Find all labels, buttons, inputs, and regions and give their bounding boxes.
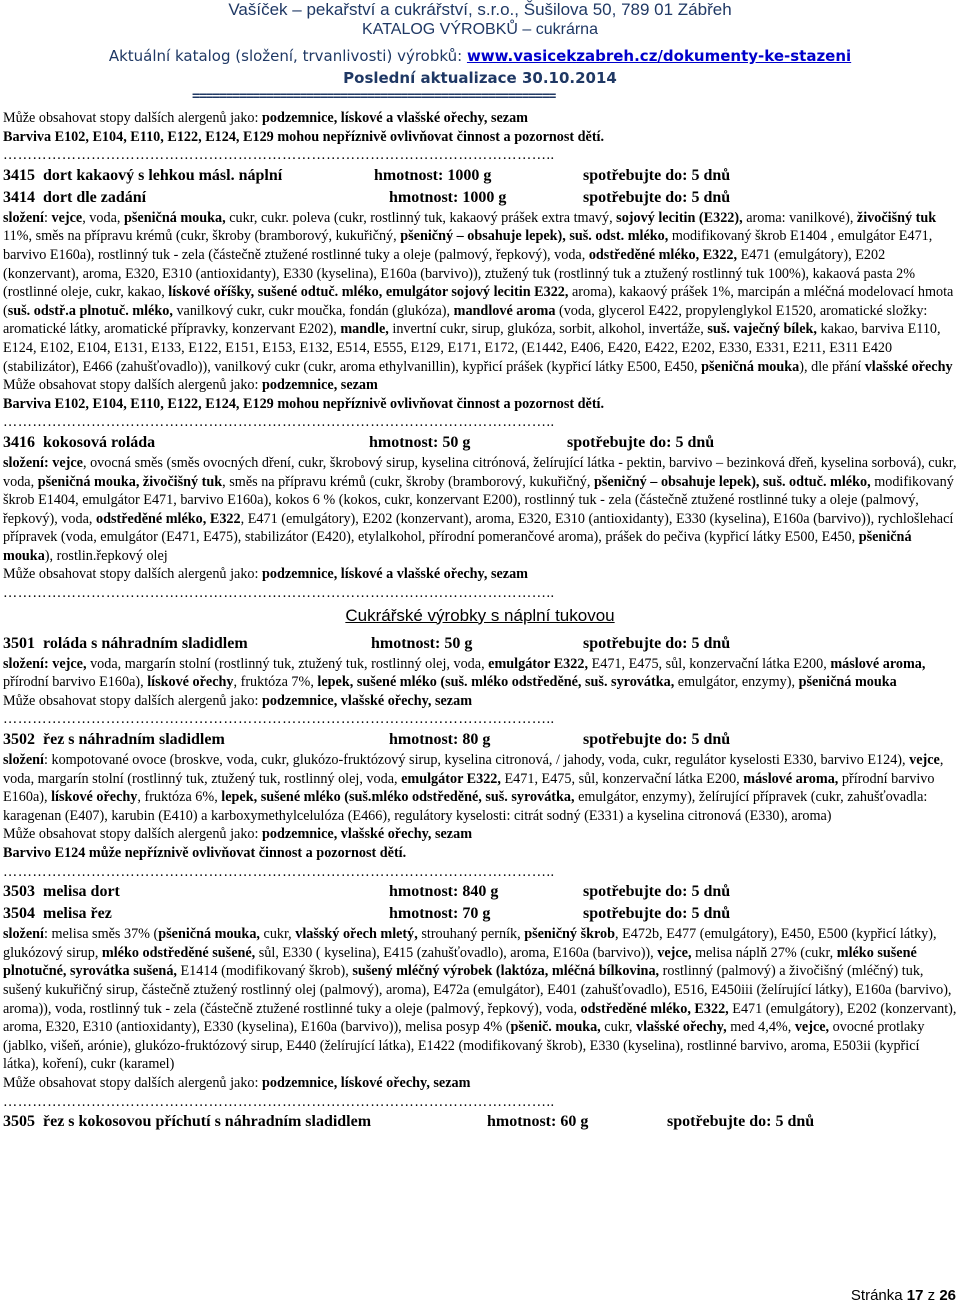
section-title: Cukrářské výrobky s náplní tukovou (345, 605, 615, 625)
product-3501-composition: složení: vejce, voda, margarín stolní (rostlinný tuk, ztužený tuk, rostlinný olej, voda, emulgátor E322, E471, E475, sůl, konzervační látka E200, máslové aroma, přírodní barvivo E160a), lískové ořechy, fruktóza 7%, lepek, sušené mléko (suš. mléko odstředěné, suš. syrovátka, emulgátor, enzymy), pšeničná mouka (3, 655, 926, 691)
catalog-title: KATALOG VÝROBKŮ – cukrárna (362, 21, 598, 38)
catalog-note-text: Aktuální katalog (složení, trvanlivosti) výrobků: (108, 47, 467, 65)
product-3502-composition: složení: kompotované ovoce (broskve, voda, cukr, glukózo-fruktózový sirup, kyselina citronová, / jahody, voda, cukr, regulátor kyselosti E330, barvivo E124), vejce, voda, margarín stolní (rostlinný tuk, ztužený tuk, rostlinný olej, voda, emulgátor E322, E471, E475, sůl, konzervační látka E200, máslové aroma, přírodní barvivo E160a), lískové ořechy, fruktóza 6%, lepek, sušené mléko (suš.mléko odstředěné, suš. syrovátka, emulgátor, enzymy), želírující přípravek (cukr, zahušťovadla: karagenan (E407), karubin (E410) a karboxymethylcelulóza (E466), regulátory kyselosti: citrát sodný (E331) a kyselina citronová (E330), aroma) (3, 752, 944, 824)
page-number: Stránka 17 z 26 (850, 1287, 956, 1304)
product-3414-composition: složení: vejce, voda, pšeničná mouka, cukr, cukr. poleva (cukr, rostlinný tuk, kakaový prášek extra tmavý, sojový lecitin (E322), aroma: vanilkové), živočišný tuk 11%, směs na přípravu krémů (cukr, škroby (bramborový, kukuřičný, pšeničný – obsahuje lepek), suš. odst. mléko, modifikovaný škrob E1404 , emulgátor E471, barvivo E160a), rostlinný tuk - zela (částečně ztužené rostlinné tuky a oleje (palmový, řepkový), voda, odstředěné mléko, E322, E471 (emulgátory), E202 (konzervant), aroma, E320, E310 (antioxidanty), E330 (kyselina), E160a (barvivo)), ztužený tuk (rostlinný tuk a ztužený rostlinný tuk 100%), kakaová pasta 2% (rostlinné oleje, cukr, kakao, lískové oříšky, sušené odtuč. mléko, emulgátor sojový lecitin E322, aroma), kakaový prášek 1%, marcipán a mléčná modelovací hmota (suš. odstř.a plnotuč. mléko, vanilkový cukr, cukr moučka, fondán (glukóza), mandlové aroma (voda, glycerol E422, propylenglykol E1520, aromatické složky: aromatické látky, aromatické přípravky, konzervant E202), mandle, invertní cukr, sirup, glukóza, sorbit, alkohol, invertáže, suš. vaječný bílek, kakao, barviva E110, E124, E102, E104, E131, E133, E122, E151, E153, E132, E514, E555, E129, E171, E172, (E1442, E406, E420, E422, E202, E330, E331, E211, E311 E420 (stabilizátor), E466 (zahušťovadlo)), vanilkový cukr (cukr, aroma ethylvanillin), kypřicí prášek (kypřicí látky E500, E450, pšeničná mouka), dle přání vlašské ořechy (3, 209, 954, 375)
last-update: Poslední aktualizace 30.10.2014 (343, 69, 617, 87)
product-3415-header: 3415 dort kakaový s lehkou másl. náplní hmotnost: 1000 g spotřebujte do: 5 dnů (3, 166, 731, 184)
product-3501-allergens: Může obsahovat stopy dalších alergenů jako: podzemnice, vlašské ořechy, sezam (3, 692, 473, 709)
product-3502-header: 3502 řez s náhradním sladidlem hmotnost: 80 g spotřebujte do: 5 dnů (3, 731, 731, 749)
product-3504-allergens: Může obsahovat stopy dalších alergenů jako: podzemnice, lískové ořechy, sezam (3, 1074, 471, 1091)
product-3414-warning: Barviva E102, E104, E110, E122, E124, E129 mohou nepříznivě ovlivňovat činnost a pozornost dětí. (3, 395, 605, 412)
dotted-separator: ………………………………………………………………………………………………….. (3, 147, 555, 164)
company-header: Vašíček – pekařství a cukrářství, s.r.o., Šušilova 50, 789 01 Zábřeh (228, 0, 732, 19)
product-3503-header: 3503 melisa dort hmotnost: 840 g spotřebujte do: 5 dnů (3, 883, 731, 901)
allergen-note: Může obsahovat stopy dalších alergenů jako: podzemnice, lískové a vlašské ořechy, sezam (3, 110, 528, 126)
product-3504-header: 3504 melisa řez hmotnost: 70 g spotřebujte do: 5 dnů (3, 905, 731, 923)
product-3505-header: 3505 řez s kokosovou příchutí s náhradním sladidlem hmotnost: 60 g spotřebujte do: 5 dnů (3, 1113, 815, 1131)
dotted-separator: ………………………………………………………………………………………………….. (3, 585, 555, 602)
catalog-note (0, 46, 960, 66)
dotted-separator: ………………………………………………………………………………………………….. (3, 711, 555, 728)
dotted-separator: ………………………………………………………………………………………………….. (3, 414, 555, 431)
product-3416-header: 3416 kokosová roláda hmotnost: 50 g spotřebujte do: 5 dnů (3, 433, 715, 451)
product-3502-allergens: Může obsahovat stopy dalších alergenů jako: podzemnice, vlašské ořechy, sezam (3, 826, 473, 843)
dotted-separator: ………………………………………………………………………………………………….. (3, 863, 555, 880)
catalog-url-link[interactable]: www.vasicekzabreh.cz/dokumenty-ke-stazeni (466, 47, 852, 65)
dotted-separator: ………………………………………………………………………………………………….. (3, 1093, 555, 1110)
product-3416-allergens: Může obsahovat stopy dalších alergenů jako: podzemnice, lískové a vlašské ořechy, sezam (3, 566, 528, 583)
product-3501-header: 3501 roláda s náhradním sladidlem hmotnost: 50 g spotřebujte do: 5 dnů (3, 634, 731, 652)
product-3414-header: 3414 dort dle zadání hmotnost: 1000 g spotřebujte do: 5 dnů (3, 188, 731, 206)
separator: ====================================================== (192, 90, 556, 104)
product-3414-allergens: Může obsahovat stopy dalších alergenů jako: podzemnice, sezam (3, 377, 378, 394)
product-3502-warning: Barvivo E124 může nepříznivě ovlivňovat činnost a pozornost dětí. (3, 845, 407, 861)
catalog-content (3, 109, 957, 1133)
color-warning: Barviva E102, E104, E110, E122, E124, E129 mohou nepříznivě ovlivňovat činnost a pozornost dětí. (3, 128, 605, 145)
product-3504-composition: složení: melisa směs 37% (pšeničná mouka, cukr, vlašský ořech mletý, strouhaný perník, pšeničný škrob, E472b, E477 (emulgátory), E450, E500 (kypřicí látky), glukózový sirup, mléko odstředěné sušené, sůl, E330 ( kyselina), E415 (zahušťovadlo), aroma, E160a (barvivo)), vejce, melisa náplň 27% (cukr, mléko sušené plnotučné, syrovátka sušená, E1414 (modifikovaný škrob), sušený mléčný výrobek (laktóza, mléčná bílkovina, rostlinný (palmový) a živočišný (mléčný) tuk, sušený kukuřičný sirup, částečně ztužený rostlinný olej (palmový), aroma), E472a (emulgátor), E401 (zahušťovadlo), E516, E450iii (želírující látky), E160a (barvivo), aroma)), voda, rostlinný tuk - zela (částečně ztužené rostlinné tuky a oleje (palmový, řepkový), voda, odstředěné mléko, E322, E471 (emulgátory), E202 (konzervant), aroma, E320, E310 (antioxidanty), E330 (kyselina), E160a (barvivo)), melisa posyp 4% (pšenič. mouka, cukr, vlašské ořechy, med 4,4%, vejce, ovocné protlaky (jablko, višeň, arónie), glukózo-fruktózový sirup, E440 (želírující látka), E1422 (modifikovaný škrob), E330 (kyselina), rostlinné barvivo, aroma, E503ii (kypřicí látka), koření), cukr (karamel) (3, 926, 957, 1073)
product-3416-composition: složení: vejce, ovocná směs (směs ovocných dření, cukr, škrobový sirup, kyselina citrónová, želírující látka - pektin, barvivo – bezinková dřeň, kyselina sorbová), cukr, voda, pšeničná mouka, živočišný tuk, směs na přípravu krémů (cukr, škroby (bramborový, kukuřičný, pšeničný – obsahuje lepek), suš. odtuč. mléko, modifikovaný škrob E1404, emulgátor E471, barvivo E160a), kokos 6 % (kokos, cukr, konzervant E200), rostlinný tuk - zela (částečně ztužené rostlinné tuky a oleje (palmový, řepkový), voda, odstředěné mléko, E322, E471 (emulgátory), E202 (konzervant), aroma, E320, E310 (antioxidanty), E330 (kyselina), E160a (barvivo)), rychlošlehací přípravek (voda, emulgátor (E471, E475), stabilizátor (E420), etylalkohol, přírodní pomerančové aroma), prášek do pečiva (kypřicí látky E500, E450, pšeničná mouka), rostlin.řepkový olej (3, 454, 957, 564)
